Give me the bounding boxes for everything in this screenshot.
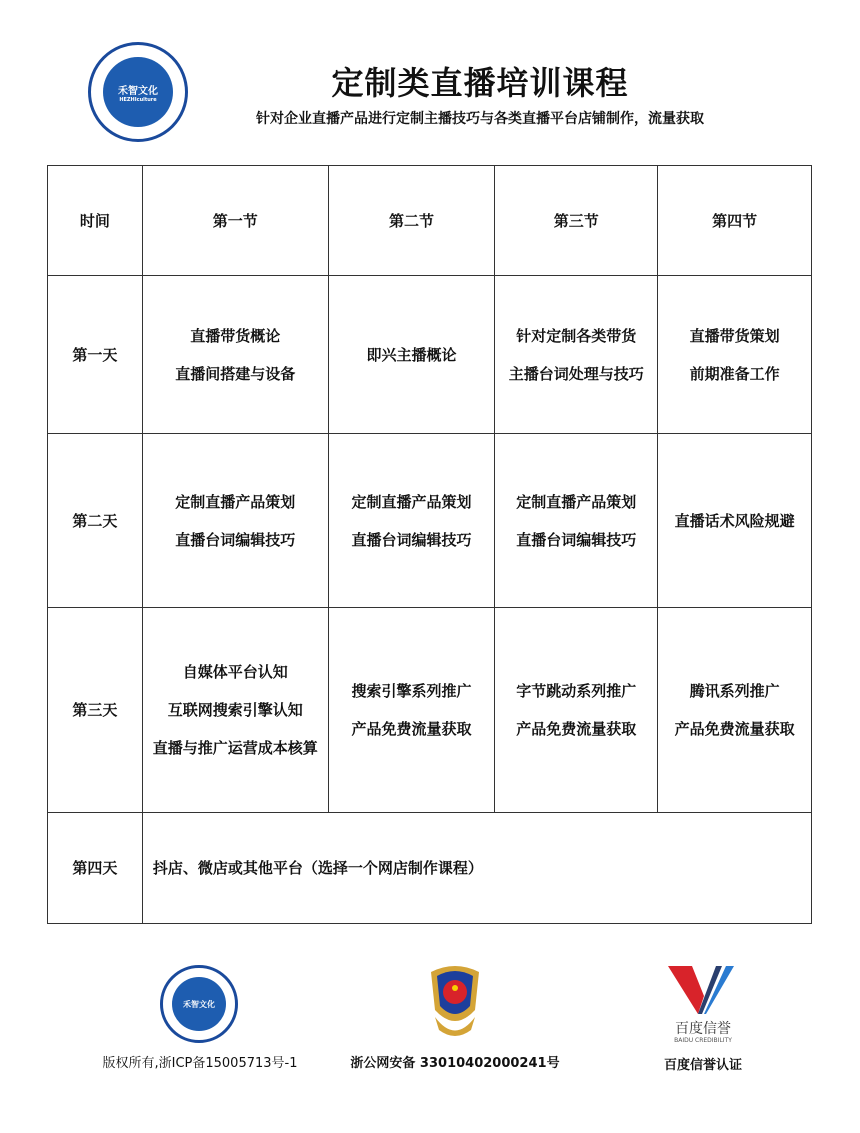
course-cell — [495, 434, 658, 608]
table-row — [48, 434, 812, 608]
course-cell — [495, 608, 658, 813]
course-line: 腾讯系列推广 — [689, 682, 780, 700]
icp-text: 版权所有,浙ICP备15005713号-1 — [102, 1056, 298, 1071]
course-line: 产品免费流量获取 — [516, 720, 637, 738]
baidu-label: 百度信誉认证 — [663, 1058, 742, 1073]
course-line: 定制直播产品策划 — [351, 492, 472, 511]
course-line: 互联网搜索引擎认知 — [167, 701, 303, 719]
logo-text: 禾智文化 — [183, 999, 215, 1009]
course-table — [47, 165, 812, 924]
police-record-text: 浙公网安备 33010402000241号 — [350, 1056, 560, 1071]
course-line: 直播间搭建与设备 — [175, 364, 296, 383]
page-title: 定制类直播培训课程 — [331, 64, 629, 102]
table-row — [48, 608, 812, 813]
course-cell — [142, 276, 328, 434]
course-line: 直播台词编辑技巧 — [516, 530, 637, 549]
course-line: 直播带货策划 — [689, 326, 780, 345]
course-cell — [495, 276, 658, 434]
baidu-en-text: BAIDU CREDIBILITY — [674, 1037, 732, 1044]
header-cell: 第四节 — [658, 166, 812, 276]
page-subtitle: 针对企业直播产品进行定制主播技巧与各类直播平台店铺制作，流量获取 — [256, 111, 704, 127]
course-line: 产品免费流量获取 — [674, 720, 795, 738]
course-cell — [142, 434, 328, 608]
header-cell: 第二节 — [328, 166, 495, 276]
course-cell — [328, 434, 495, 608]
course-line: 针对定制各类带货 — [516, 326, 637, 345]
course-line: 即兴主播概论 — [366, 345, 457, 364]
course-line: 自媒体平台认知 — [182, 663, 288, 681]
police-badge-icon — [425, 962, 485, 1040]
table-row — [48, 276, 812, 434]
course-line: 定制直播产品策划 — [516, 492, 637, 511]
header-cell: 时间 — [48, 166, 143, 276]
day-cell: 第三天 — [48, 608, 143, 813]
course-cell — [658, 276, 812, 434]
day-cell: 第四天 — [48, 813, 143, 924]
header-cell: 第一节 — [142, 166, 328, 276]
course-cell — [328, 608, 495, 813]
course-cell: 抖店、微店或其他平台（选择一个网店制作课程） — [142, 813, 811, 924]
course-line: 产品免费流量获取 — [351, 720, 472, 738]
course-line: 前期准备工作 — [689, 364, 780, 383]
course-line: 直播话术风险规避 — [674, 511, 795, 530]
course-line: 搜索引擎系列推广 — [351, 682, 472, 700]
course-line: 直播带货概论 — [190, 326, 281, 345]
table-header-row — [48, 166, 812, 276]
course-line: 定制直播产品策划 — [175, 492, 296, 511]
course-cell — [658, 608, 812, 813]
logo-text: 禾智文化 — [118, 85, 158, 97]
day-cell: 第二天 — [48, 434, 143, 608]
day-cell: 第一天 — [48, 276, 143, 434]
baidu-logo-text: 百度信誉 — [675, 1021, 731, 1037]
course-line: 直播台词编辑技巧 — [175, 530, 296, 549]
table-row — [48, 813, 812, 924]
footer-company-logo — [160, 965, 238, 1043]
course-line: 直播与推广运营成本核算 — [152, 739, 318, 757]
course-line: 字节跳动系列推广 — [516, 682, 637, 700]
course-line: 主播台词处理与技巧 — [508, 364, 644, 383]
baidu-credibility-icon — [668, 966, 738, 1016]
header-cell: 第三节 — [495, 166, 658, 276]
course-cell — [142, 608, 328, 813]
course-cell — [658, 434, 812, 608]
course-cell — [328, 276, 495, 434]
course-line: 直播台词编辑技巧 — [351, 530, 472, 549]
logo-en: HEZHIculture — [119, 96, 157, 103]
